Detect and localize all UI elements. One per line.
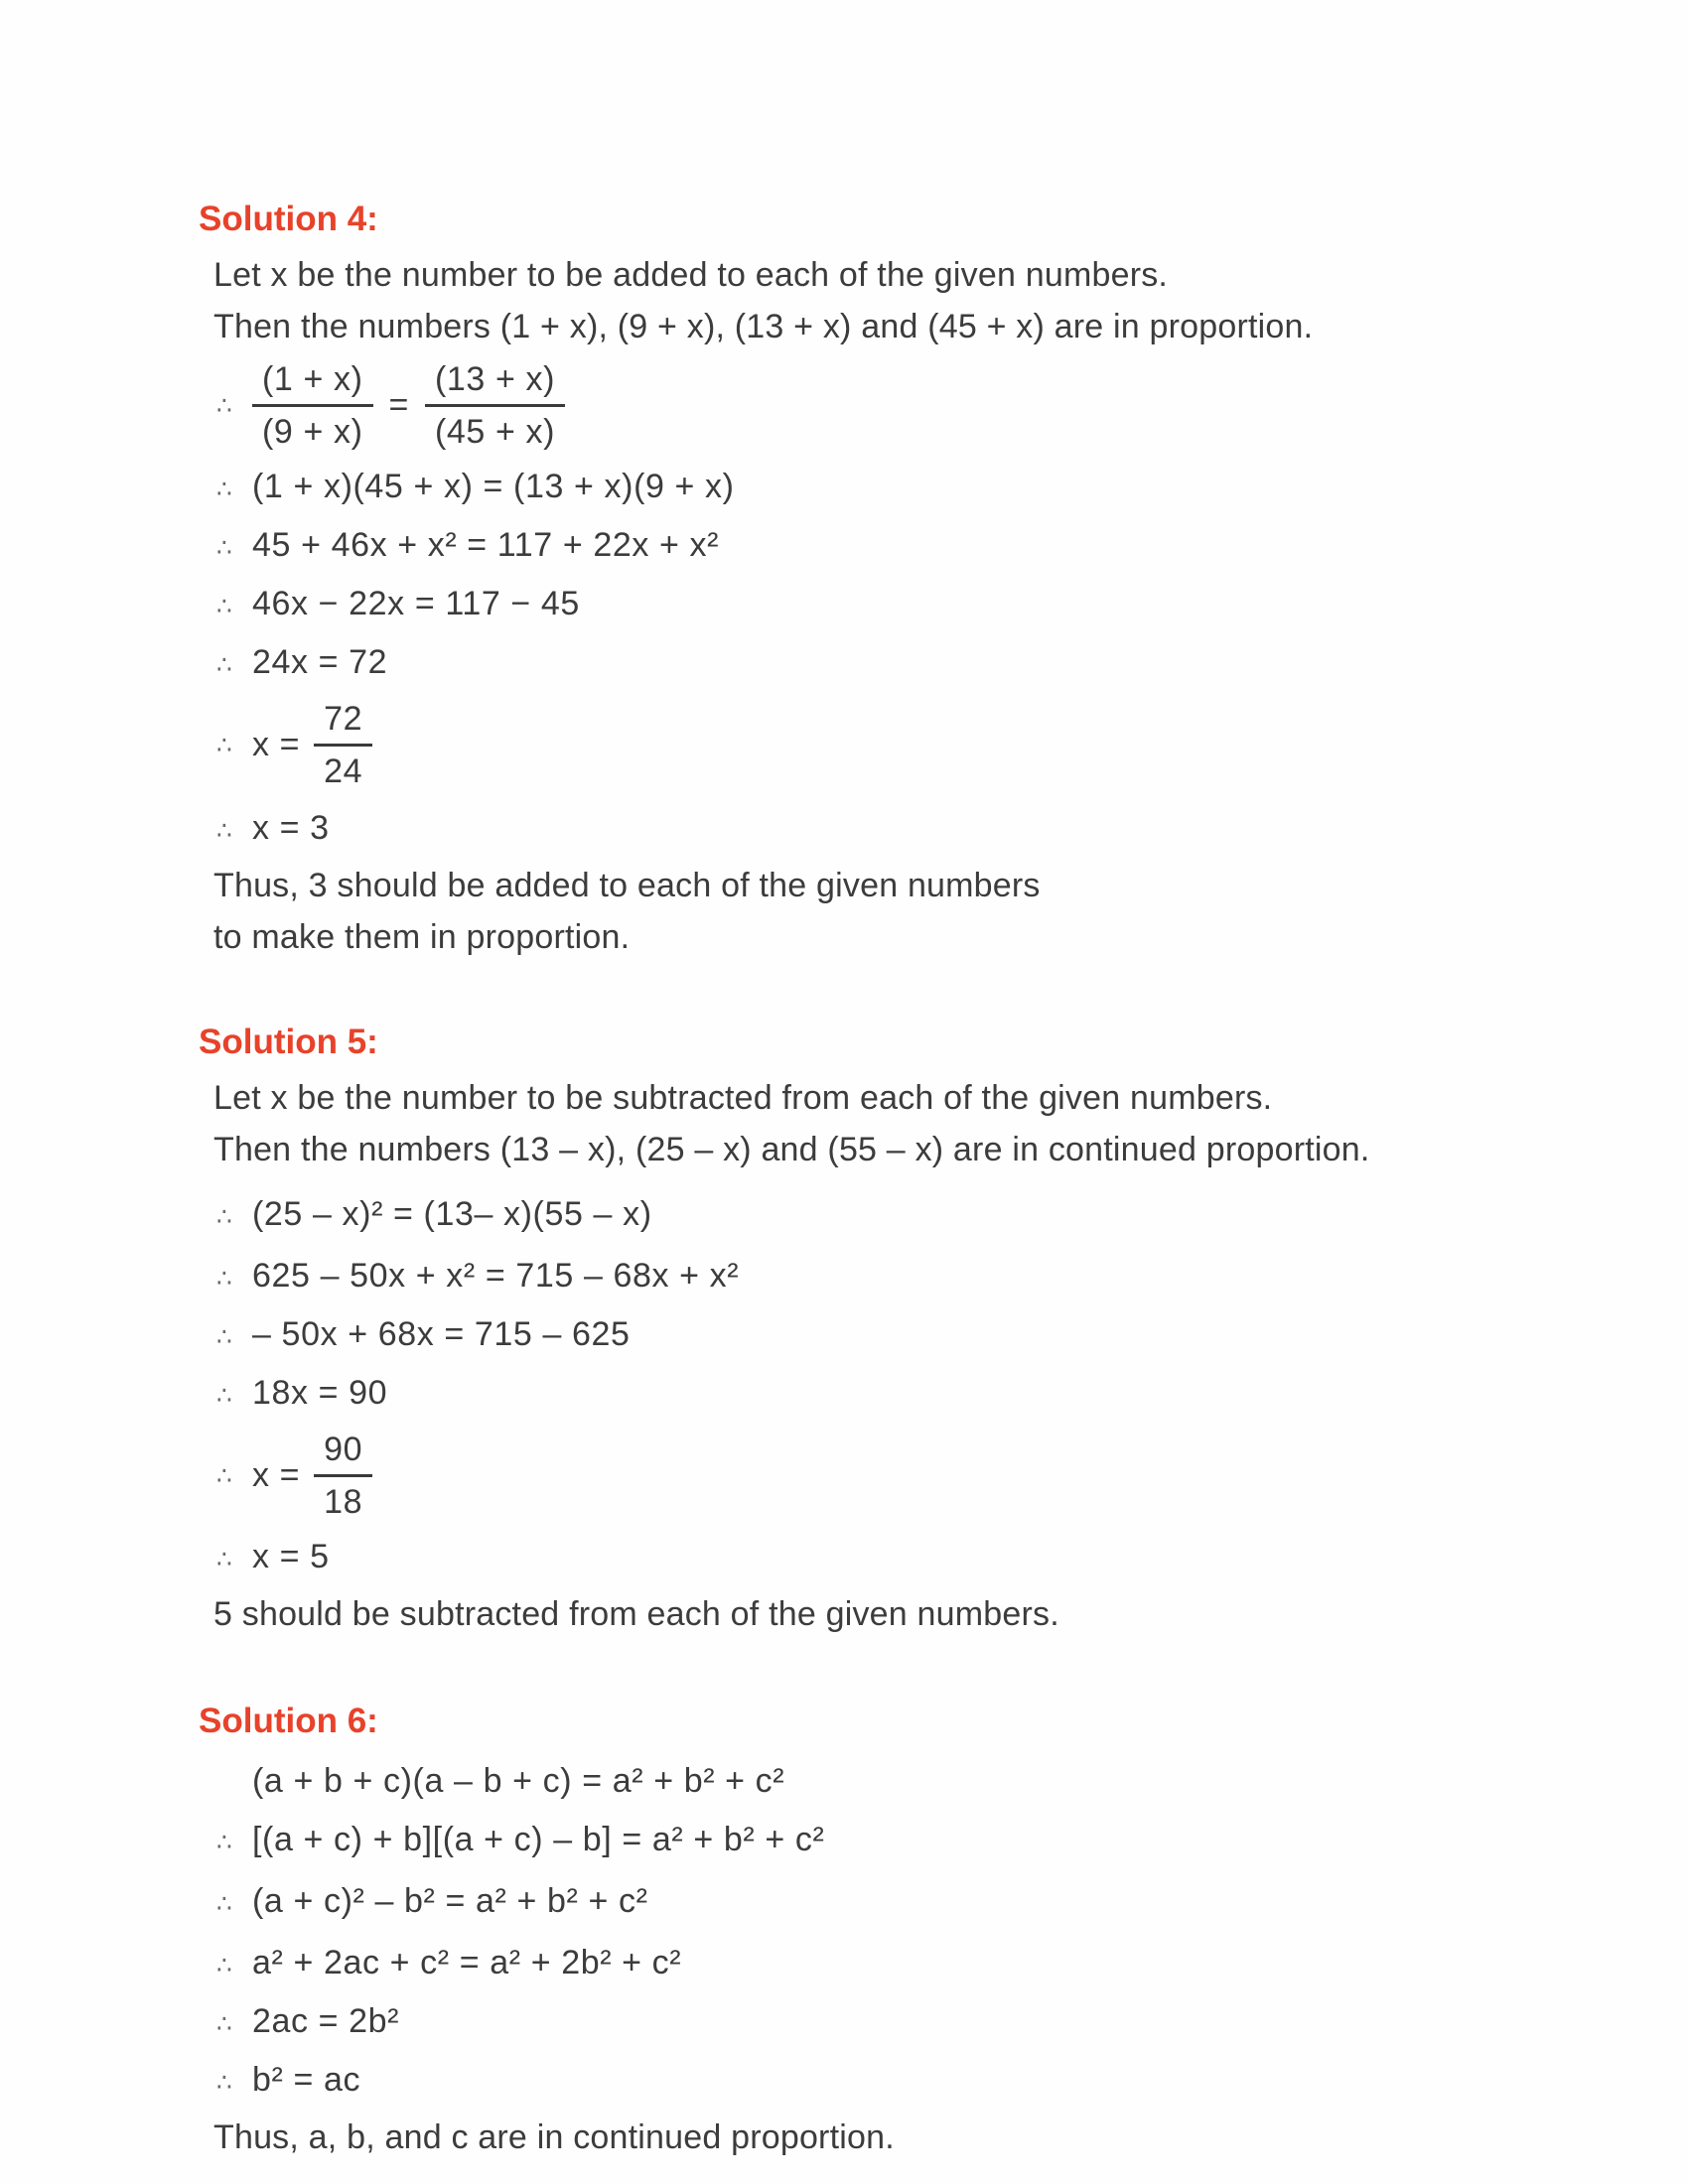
equals-sign: = [388, 386, 409, 424]
fraction-numerator: (1 + x) [252, 359, 373, 407]
equation-text: (a + b + c)(a – b + c) = a² + b² + c² [252, 1762, 785, 1800]
solution-5-intro-line-1: Let x be the number to be subtracted from each of the given numbers. [213, 1079, 1273, 1117]
equation-text: 24x = 72 [252, 643, 388, 681]
solution-5-x-value [216, 1534, 1628, 1583]
equation-text: 45 + 46x + x² = 117 + 22x + x² [252, 526, 720, 564]
fraction-numerator: 72 [314, 699, 372, 747]
solution-5-intro-line-2: Then the numbers (13 – x), (25 – x) and (55 – x) are in continued proportion. [213, 1131, 1370, 1168]
fraction-left [252, 359, 373, 452]
equation-text: 18x = 90 [252, 1374, 388, 1412]
therefore-icon: ∴ [216, 731, 232, 759]
therefore-icon: ∴ [216, 1890, 232, 1918]
solution-5-step-4 [216, 1370, 1628, 1420]
solution-4-step-4 [216, 639, 1628, 689]
solution-4-step-1 [216, 464, 1628, 513]
solution-6-step-5 [216, 2057, 1628, 2107]
therefore-icon: ∴ [216, 1952, 232, 1979]
fraction-numerator: 90 [314, 1430, 372, 1477]
solution-5-step-2 [216, 1250, 1628, 1304]
equation-text: – 50x + 68x = 715 – 625 [252, 1315, 631, 1353]
solution-4-x-value [216, 805, 1628, 855]
solution-4-intro-line-2: Then the numbers (1 + x), (9 + x), (13 + x) and (45 + x) are in proportion. [213, 308, 1314, 345]
solution-4-section [199, 199, 1628, 960]
equation-text: (1 + x)(45 + x) = (13 + x)(9 + x) [252, 468, 735, 505]
solution-6-heading: Solution 6: [199, 1702, 378, 1740]
fraction-denominator: 18 [324, 1483, 363, 1521]
therefore-icon: ∴ [216, 391, 232, 420]
solution-5-heading: Solution 5: [199, 1023, 378, 1061]
fraction [314, 1430, 372, 1522]
solution-6-step-1 [216, 1814, 1628, 1868]
therefore-icon: ∴ [216, 1829, 232, 1856]
solution-5-x-fraction [216, 1430, 1628, 1522]
fraction-denominator: (9 + x) [262, 413, 363, 451]
fraction-denominator: 24 [324, 752, 363, 790]
equation-text: 2ac = 2b² [252, 2002, 400, 2040]
solution-4-heading: Solution 4: [199, 200, 378, 238]
solution-4-proportion-equation [216, 359, 1628, 452]
equation-text: 625 – 50x + x² = 715 – 68x + x² [252, 1257, 740, 1295]
equation-text: x = 3 [252, 809, 330, 847]
therefore-icon: ∴ [216, 1323, 232, 1351]
equation-lhs: x = [252, 726, 301, 763]
therefore-icon: ∴ [216, 593, 232, 620]
therefore-icon: ∴ [216, 651, 232, 679]
therefore-icon: ∴ [216, 534, 232, 562]
therefore-icon: ∴ [216, 2069, 232, 2097]
solution-6-step-2 [216, 1875, 1628, 1930]
solution-4-x-fraction [216, 699, 1628, 791]
therefore-icon: ∴ [216, 817, 232, 845]
therefore-icon: ∴ [216, 1265, 232, 1293]
equation-lhs: x = [252, 1456, 301, 1494]
fraction-denominator: (45 + x) [434, 413, 555, 451]
equation-text: (a + c)² – b² = a² + b² + c² [252, 1882, 648, 1920]
equation-text: (25 – x)² = (13– x)(55 – x) [252, 1195, 652, 1233]
therefore-icon: ∴ [216, 1382, 232, 1410]
solution-6-step-3 [216, 1937, 1628, 1991]
therefore-icon: ∴ [216, 1203, 232, 1231]
solution-5-conclusion-line-1: 5 should be subtracted from each of the given numbers. [213, 1595, 1059, 1633]
fraction-right [425, 359, 565, 452]
solution-4-step-3 [216, 581, 1628, 630]
solution-5-step-3 [216, 1311, 1628, 1361]
solution-5-step-1 [216, 1188, 1628, 1243]
equation-text: a² + 2ac + c² = a² + 2b² + c² [252, 1944, 682, 1981]
equation-text: 46x − 22x = 117 − 45 [252, 585, 580, 622]
solution-4-intro-line-1: Let x be the number to be added to each of the given numbers. [213, 256, 1169, 294]
equation-text: x = 5 [252, 1538, 330, 1575]
solution-5-section [199, 1022, 1628, 1637]
solution-4-step-2 [216, 522, 1628, 572]
fraction-numerator: (13 + x) [425, 359, 565, 407]
equation-text: [(a + c) + b][(a + c) – b] = a² + b² + c² [252, 1821, 825, 1858]
therefore-icon: ∴ [216, 1461, 232, 1490]
solution-4-conclusion-line-1: Thus, 3 should be added to each of the given numbers [213, 867, 1041, 904]
therefore-icon: ∴ [216, 476, 232, 503]
solution-6-section [199, 1701, 1628, 2160]
solution-4-conclusion-line-2: to make them in proportion. [213, 918, 631, 956]
solution-6-conclusion-line-1: Thus, a, b, and c are in continued proportion. [213, 2118, 895, 2156]
equation-text: b² = ac [252, 2061, 361, 2099]
therefore-icon: ∴ [216, 2010, 232, 2038]
solution-6-step-4 [216, 1998, 1628, 2048]
fraction [314, 699, 372, 791]
therefore-icon: ∴ [216, 1546, 232, 1573]
solution-6-given-equation [216, 1755, 1628, 1807]
